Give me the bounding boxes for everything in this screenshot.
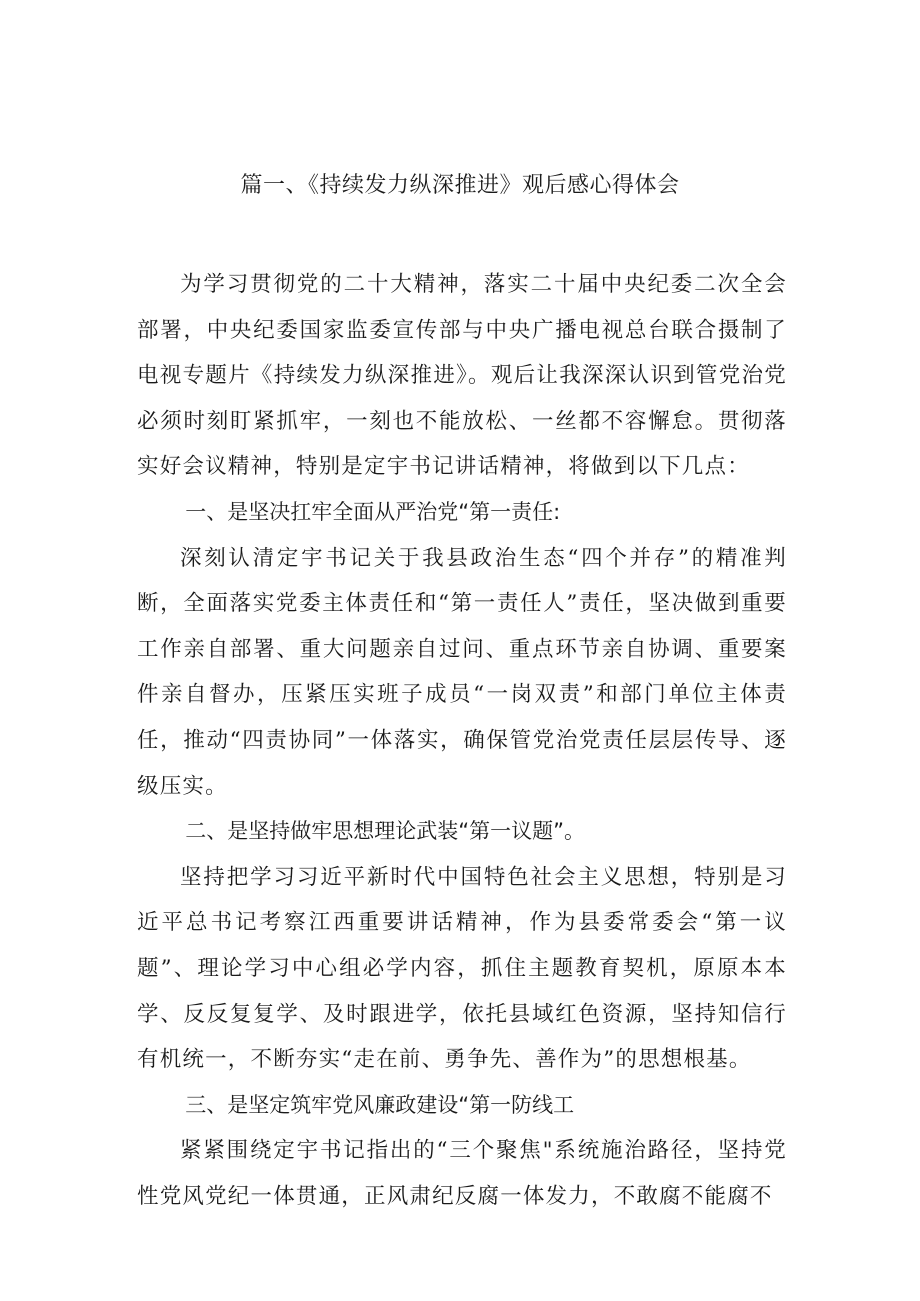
section-1-heading: 一、是坚决扛牢全面从严治党“第一责任: (185, 499, 561, 524)
section-1-paragraph: 深刻认清定宇书记关于我县政治生态“四个并存”的精准判断，全面落实党委主体责任和“第一责任人”责任，坚决做到重要工作亲自部署、重大问题亲自过问、重点环节亲自协调、重要案件亲自督办，压紧压实班子成员“一岗双责”和部门单位主体责任，推动“四责协同”一体落实，确保管党治党责任层层传导、逐级压实。 (137, 545, 787, 799)
section-3-paragraph: 紧紧围绕定宇书记指出的“三个聚焦"系统施治路径，坚持党性党风党纪一体贯通，正风肃纪反腐一体发力，不敢腐不能腐不 (137, 1138, 787, 1209)
section-2-paragraph: 坚持把学习习近平新时代中国特色社会主义思想，特别是习近平总书记考察江西重要讲话精神，作为县委常委会“第一议题”、理论学习中心组必学内容，抓住主题教育契机，原原本本学、反反复复学、及时跟进学，依托县域红色资源，坚持知信行有机统一，不断夯实“走在前、勇争先、善作为”的思想根基。 (137, 864, 787, 1073)
document-title: 篇一、《持续发力纵深推进》观后感心得体会 (240, 173, 680, 198)
section-3-heading: 三、是坚定筑牢党风廉政建设“第一防线工 (185, 1092, 575, 1117)
section-2-heading: 二、是坚持做牢思想理论武装“第一议题”。 (185, 819, 586, 844)
document-body (137, 262, 787, 1219)
intro-paragraph: 为学习贯彻党的二十大精神，落实二十届中央纪委二次全会部署，中央纪委国家监委宣传部与中央广播电视总台联合摄制了电视专题片《持续发力纵深推进》。观后让我深深认识到管党治党必须时刻盯紧抓牢，一刻也不能放松、一丝都不容懈怠。贯彻落实好会议精神，特别是定宇书记讲话精神，将做到以下几点： (137, 272, 787, 480)
